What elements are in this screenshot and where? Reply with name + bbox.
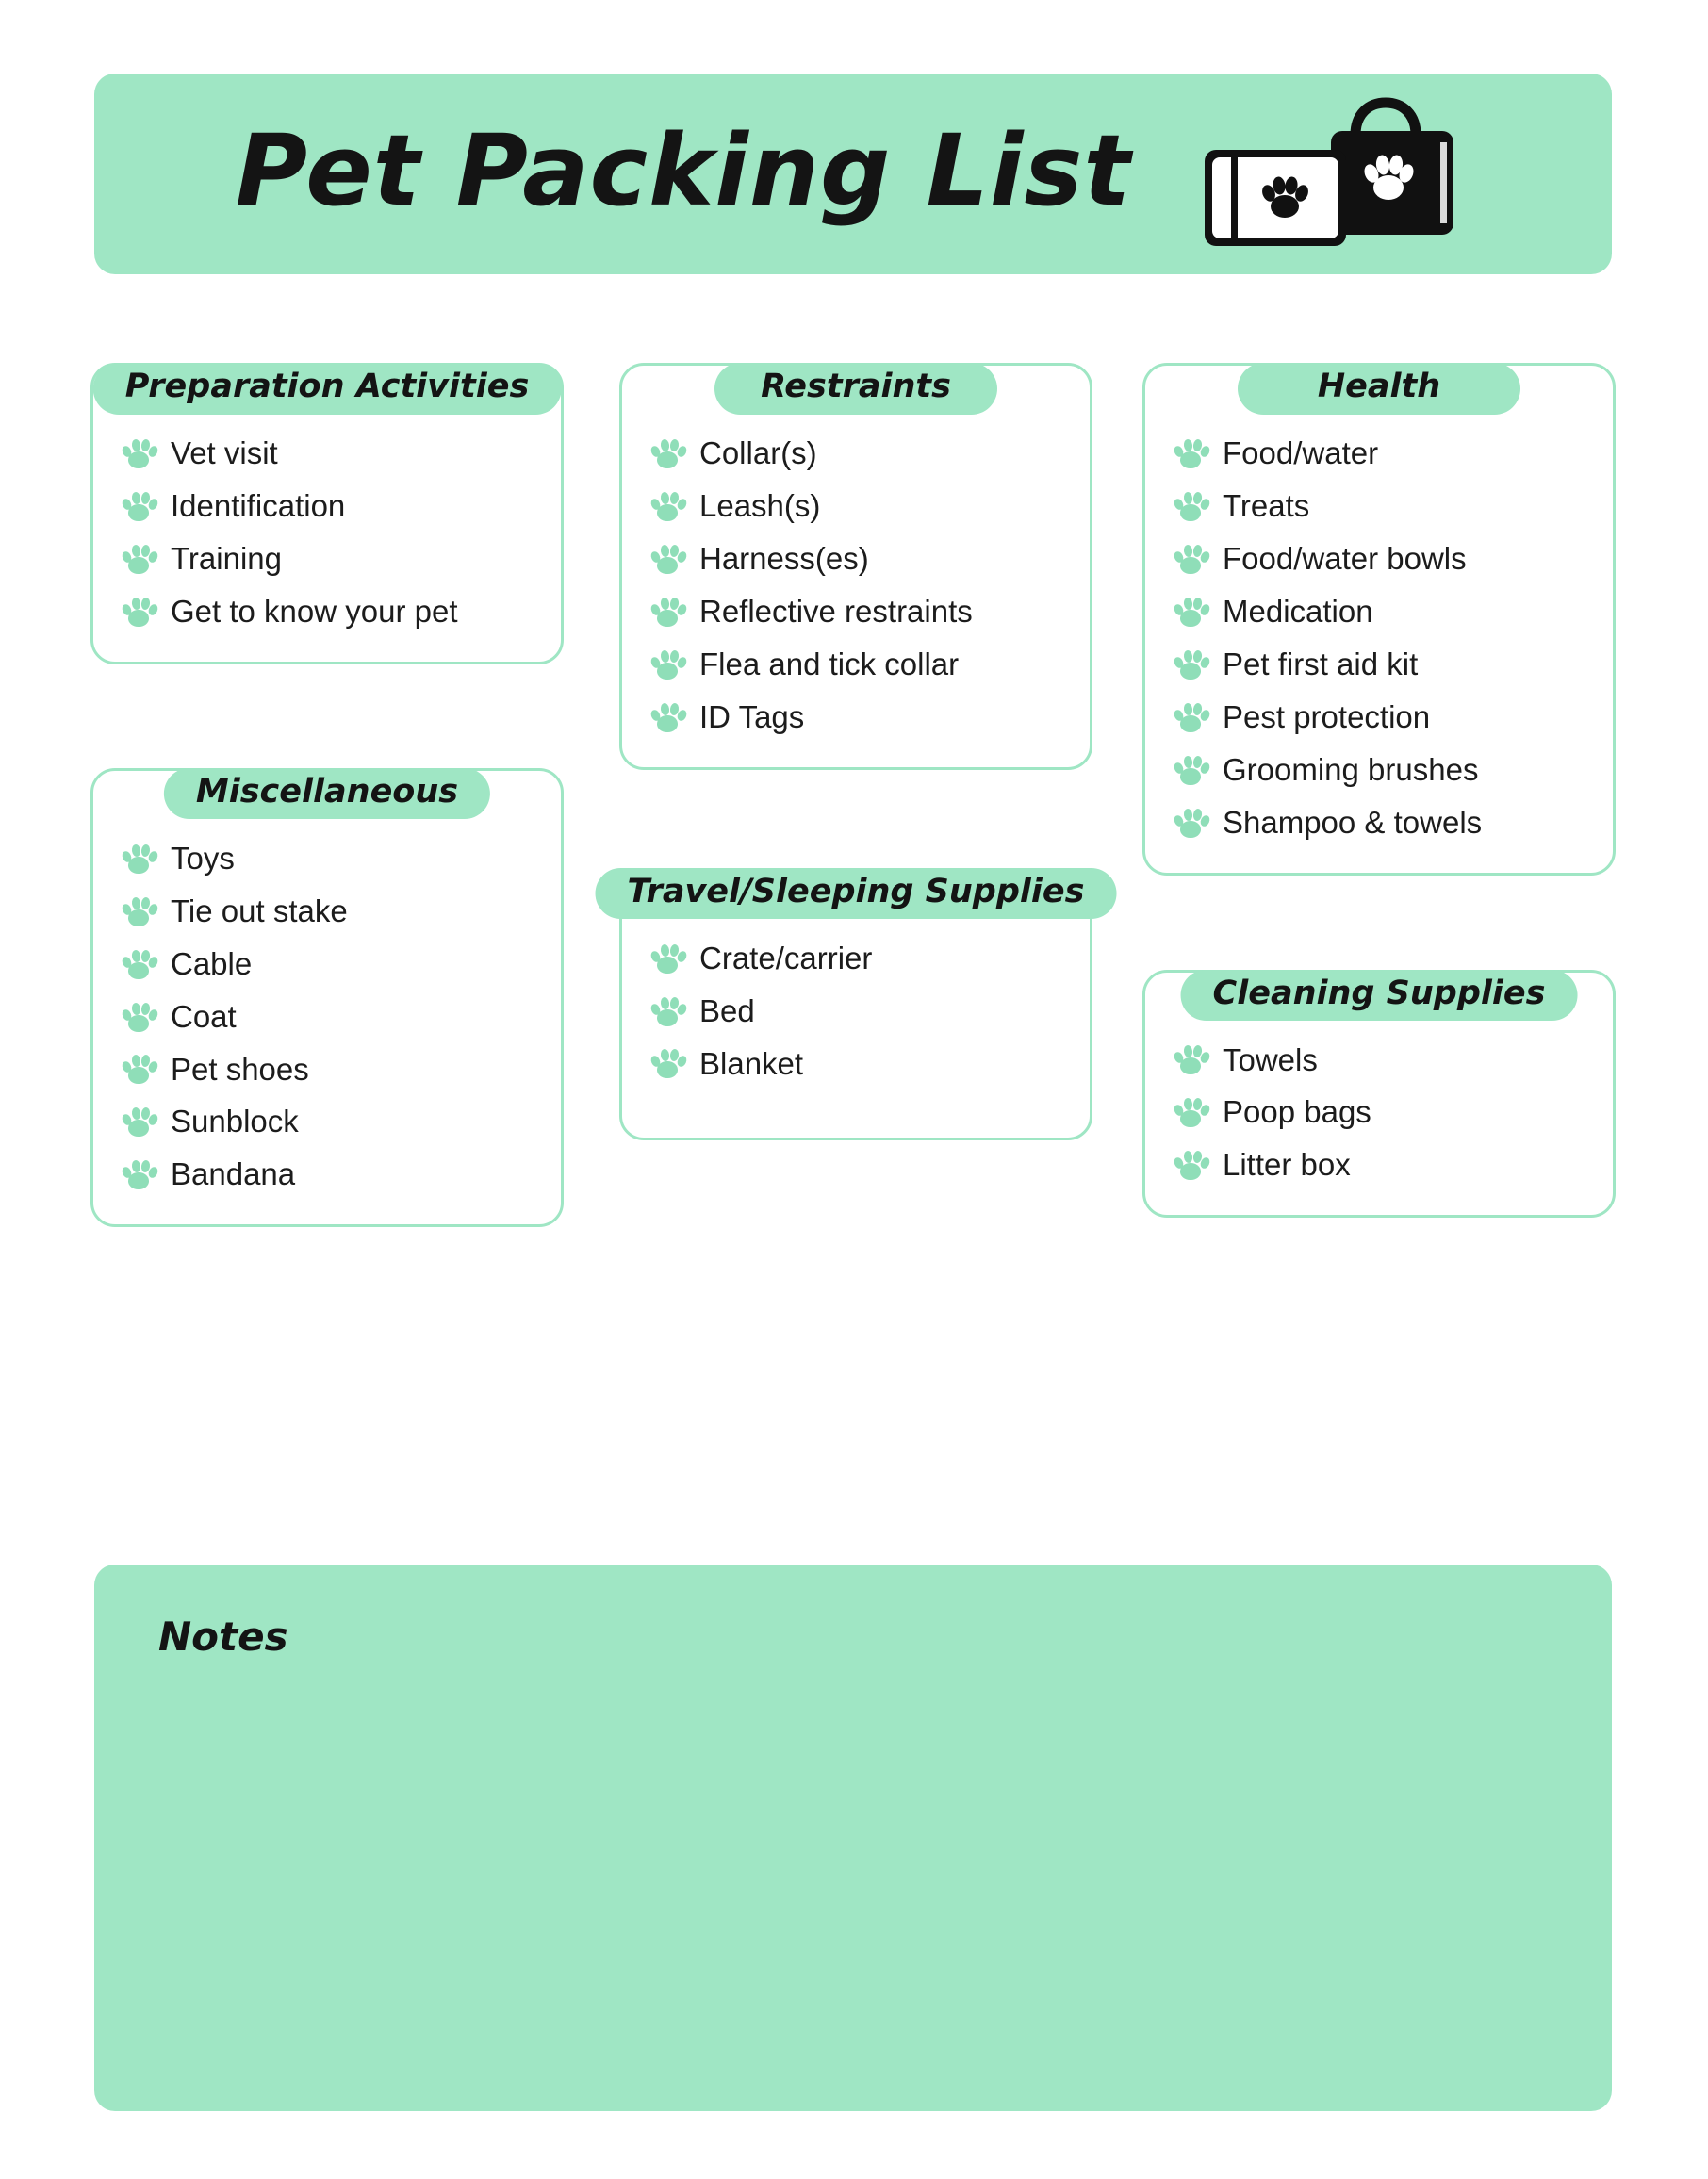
paw-icon [1172,436,1209,470]
paw-icon [649,942,686,975]
list-item[interactable] [120,435,534,471]
list-item[interactable] [649,541,1063,577]
list-item-label: Bed [699,992,755,1028]
pet-suitcase-icon [1188,93,1470,263]
list-item[interactable] [649,594,1063,630]
list-item-label: Reflective restraints [699,593,973,629]
notes-section[interactable] [94,1565,1612,2111]
paw-icon [649,647,686,681]
card-body-restraints [619,363,1092,770]
card-title-travel-sleeping-supplies: Travel/Sleeping Supplies [596,868,1117,920]
paw-icon [1172,753,1209,787]
list-item-label: Pest protection [1223,698,1431,734]
column-right [1142,363,1616,1218]
list-miscellaneous [120,841,534,1193]
list-item[interactable] [1172,1147,1586,1183]
card-title-cleaning-supplies: Cleaning Supplies [1181,970,1578,1022]
list-item[interactable] [120,1052,534,1088]
paw-icon [649,542,686,576]
notes-label: Notes [158,1614,288,1660]
paw-icon [120,542,157,576]
list-item-label: Toys [171,840,235,876]
card-cleaning-supplies [1142,970,1616,1219]
card-title-health: Health [1238,363,1520,415]
list-item-label: Training [171,540,282,576]
paw-icon [120,1105,157,1139]
list-item-label: Medication [1223,593,1373,629]
list-item-label: Identification [171,487,346,523]
list-item[interactable] [120,893,534,929]
list-item-label: Coat [171,998,237,1034]
list-item-label: Food/water [1223,435,1379,470]
card-miscellaneous [90,768,564,1228]
paw-icon [1172,595,1209,629]
list-item[interactable] [649,435,1063,471]
list-item[interactable] [120,999,534,1035]
list-item-label: Grooming brushes [1223,751,1479,787]
card-title-miscellaneous: Miscellaneous [164,768,490,820]
paw-icon [120,436,157,470]
paw-icon [649,1046,686,1080]
card-restraints [619,363,1092,770]
paw-icon [1172,806,1209,840]
paw-icon [649,994,686,1028]
paw-icon [649,436,686,470]
paw-icon [120,842,157,876]
page-title: Pet Packing List [235,112,1132,228]
paw-icon [1172,647,1209,681]
list-item[interactable] [1172,435,1586,471]
paw-icon [1172,1042,1209,1076]
list-item-label: Litter box [1223,1147,1351,1183]
card-travel-sleeping-supplies [619,868,1092,1141]
list-item[interactable] [1172,752,1586,788]
paw-icon [1172,489,1209,523]
list-item-label: Food/water bowls [1223,540,1467,576]
list-item[interactable] [649,647,1063,682]
list-item[interactable] [1172,805,1586,841]
list-item[interactable] [120,541,534,577]
list-item[interactable] [649,993,1063,1029]
list-item[interactable] [649,1046,1063,1082]
list-travel-sleeping-supplies [649,941,1063,1082]
column-left [90,363,564,1227]
list-item-label: Blanket [699,1045,804,1081]
list-item[interactable] [120,488,534,524]
paw-icon [1172,1148,1209,1182]
list-item[interactable] [1172,1094,1586,1130]
card-preparation-activities [90,363,564,664]
paw-icon [649,489,686,523]
list-item[interactable] [120,946,534,982]
paw-icon [1172,700,1209,734]
list-item-label: Poop bags [1223,1094,1371,1130]
list-item[interactable] [649,941,1063,976]
list-item-label: Vet visit [171,435,278,470]
list-item-label: Crate/carrier [699,940,873,975]
paw-icon [649,595,686,629]
paw-icon [120,947,157,981]
list-item[interactable] [1172,488,1586,524]
list-item-label: Towels [1223,1041,1318,1077]
list-item[interactable] [1172,699,1586,735]
paw-icon [1172,1095,1209,1129]
card-body-health [1142,363,1616,876]
paw-icon [120,1157,157,1191]
paw-icon [649,700,686,734]
list-item-label: ID Tags [699,698,805,734]
list-item[interactable] [1172,594,1586,630]
list-item[interactable] [120,841,534,877]
paw-icon [120,595,157,629]
list-item-label: Flea and tick collar [699,646,960,681]
list-item-label: Shampoo & towels [1223,804,1483,840]
list-item[interactable] [120,1104,534,1139]
column-middle [619,363,1092,1140]
card-body-miscellaneous [90,768,564,1228]
list-item-label: Pet first aid kit [1223,646,1419,681]
list-item-label: Treats [1223,487,1310,523]
paw-icon [120,489,157,523]
list-restraints [649,435,1063,735]
list-item[interactable] [649,488,1063,524]
list-item-label: Collar(s) [699,435,817,470]
list-item[interactable] [120,594,534,630]
list-item[interactable] [120,1156,534,1192]
card-title-restraints: Restraints [714,363,997,415]
list-item-label: Get to know your pet [171,593,458,629]
list-health [1172,435,1586,841]
list-item-label: Bandana [171,1156,296,1192]
paw-icon [120,1000,157,1034]
list-cleaning-supplies [1172,1042,1586,1184]
list-item-label: Tie out stake [171,893,348,928]
list-item-label: Leash(s) [699,487,821,523]
header-banner [94,74,1612,274]
list-item-label: Harness(es) [699,540,869,576]
paw-icon [1172,542,1209,576]
card-title-preparation-activities: Preparation Activities [93,363,562,415]
card-health [1142,363,1616,876]
list-item-label: Cable [171,945,253,981]
list-item[interactable] [1172,1042,1586,1078]
list-preparation-activities [120,435,534,630]
list-item[interactable] [1172,541,1586,577]
paw-icon [120,894,157,928]
paw-icon [120,1052,157,1086]
list-item-label: Sunblock [171,1104,299,1139]
list-item[interactable] [1172,647,1586,682]
list-item-label: Pet shoes [171,1051,309,1087]
list-item[interactable] [649,699,1063,735]
